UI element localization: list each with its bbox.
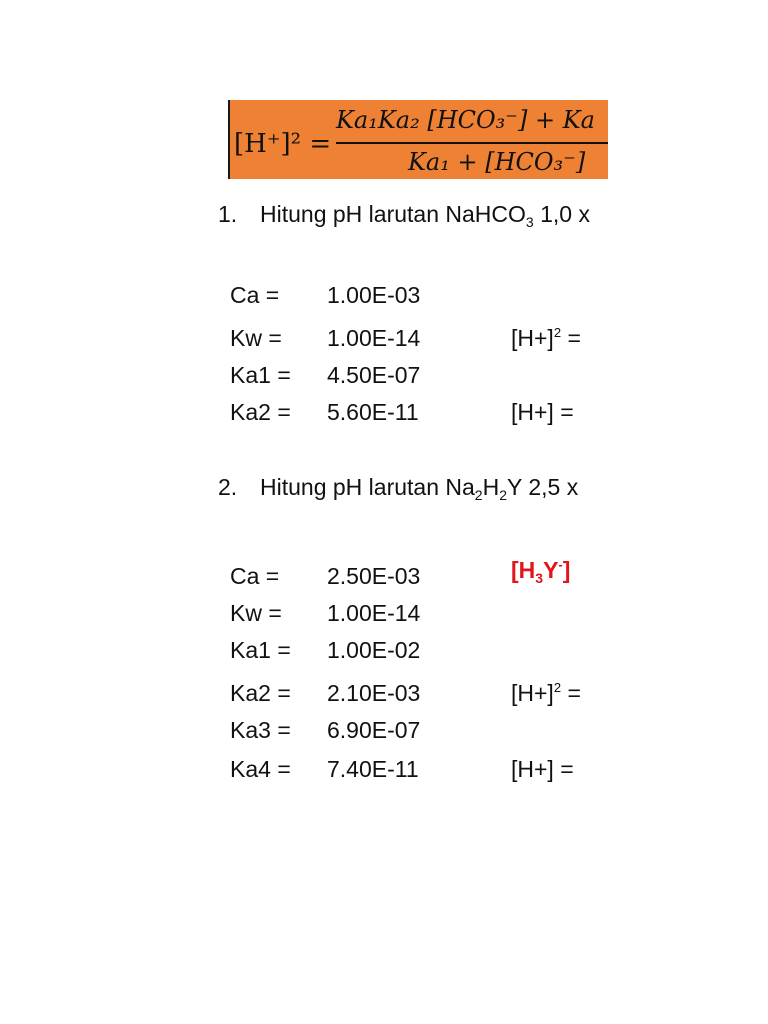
q1-h-label: [H+] = — [511, 399, 574, 425]
formula-denominator: Ka₁ + [HCO₃⁻] — [408, 148, 586, 176]
question-1-text: Hitung pH larutan NaHCO$_3$ 1,0 x — [260, 201, 590, 228]
q2-label-ka1: Ka1 = — [230, 637, 291, 663]
q2-value-ka3: 6.90E-07 — [327, 717, 421, 743]
q2-label-ka2: Ka2 = — [230, 680, 291, 706]
q2-value-ka4: 7.40E-11 — [327, 756, 419, 782]
q2-label-ka3: Ka3 = — [230, 717, 291, 743]
q1-value-ka1: 4.50E-07 — [327, 362, 421, 388]
question-1-number: 1. — [218, 201, 238, 227]
q1-label-ka1: Ka1 = — [230, 362, 291, 388]
q2-value-kw: 1.00E-14 — [327, 600, 421, 626]
q1-h-squared-label: $[H+]^2$ = — [511, 325, 581, 351]
question-2 — [218, 473, 610, 501]
question-2-number: 2. — [218, 474, 238, 500]
q2-h-squared-label: $[H+]^2$ = — [511, 680, 581, 706]
formula-numerator: Ka₁Ka₂ [HCO₃⁻] + Ka — [336, 106, 595, 134]
q2-value-ka2: 2.10E-03 — [327, 680, 421, 706]
question-2-text: Hitung pH larutan $Na_2H_2Y$ 2,5 x — [260, 474, 579, 501]
q1-label-ka2: Ka2 = — [230, 399, 291, 425]
q1-label-ca: Ca = — [230, 282, 280, 308]
q1-value-ka2: 5.60E-11 — [327, 399, 419, 425]
q2-value-ka1: 1.00E-02 — [327, 637, 421, 663]
formula-lhs: [H⁺]² = — [234, 129, 332, 159]
q1-label-kw: Kw = — [230, 325, 282, 351]
q2-label-kw: Kw = — [230, 600, 282, 626]
q2-h-label: [H+] = — [511, 756, 574, 782]
question-1 — [218, 200, 608, 228]
q2-value-ca: 2.50E-03 — [327, 563, 421, 589]
q2-label-ca: Ca = — [230, 563, 280, 589]
q2-label-ka4: Ka4 = — [230, 756, 291, 782]
q2-species-label: $[H_3Y^-]$ — [511, 557, 571, 586]
q1-value-kw: 1.00E-14 — [327, 325, 421, 351]
formula-image — [228, 100, 608, 179]
q1-value-ca: 1.00E-03 — [327, 282, 421, 308]
